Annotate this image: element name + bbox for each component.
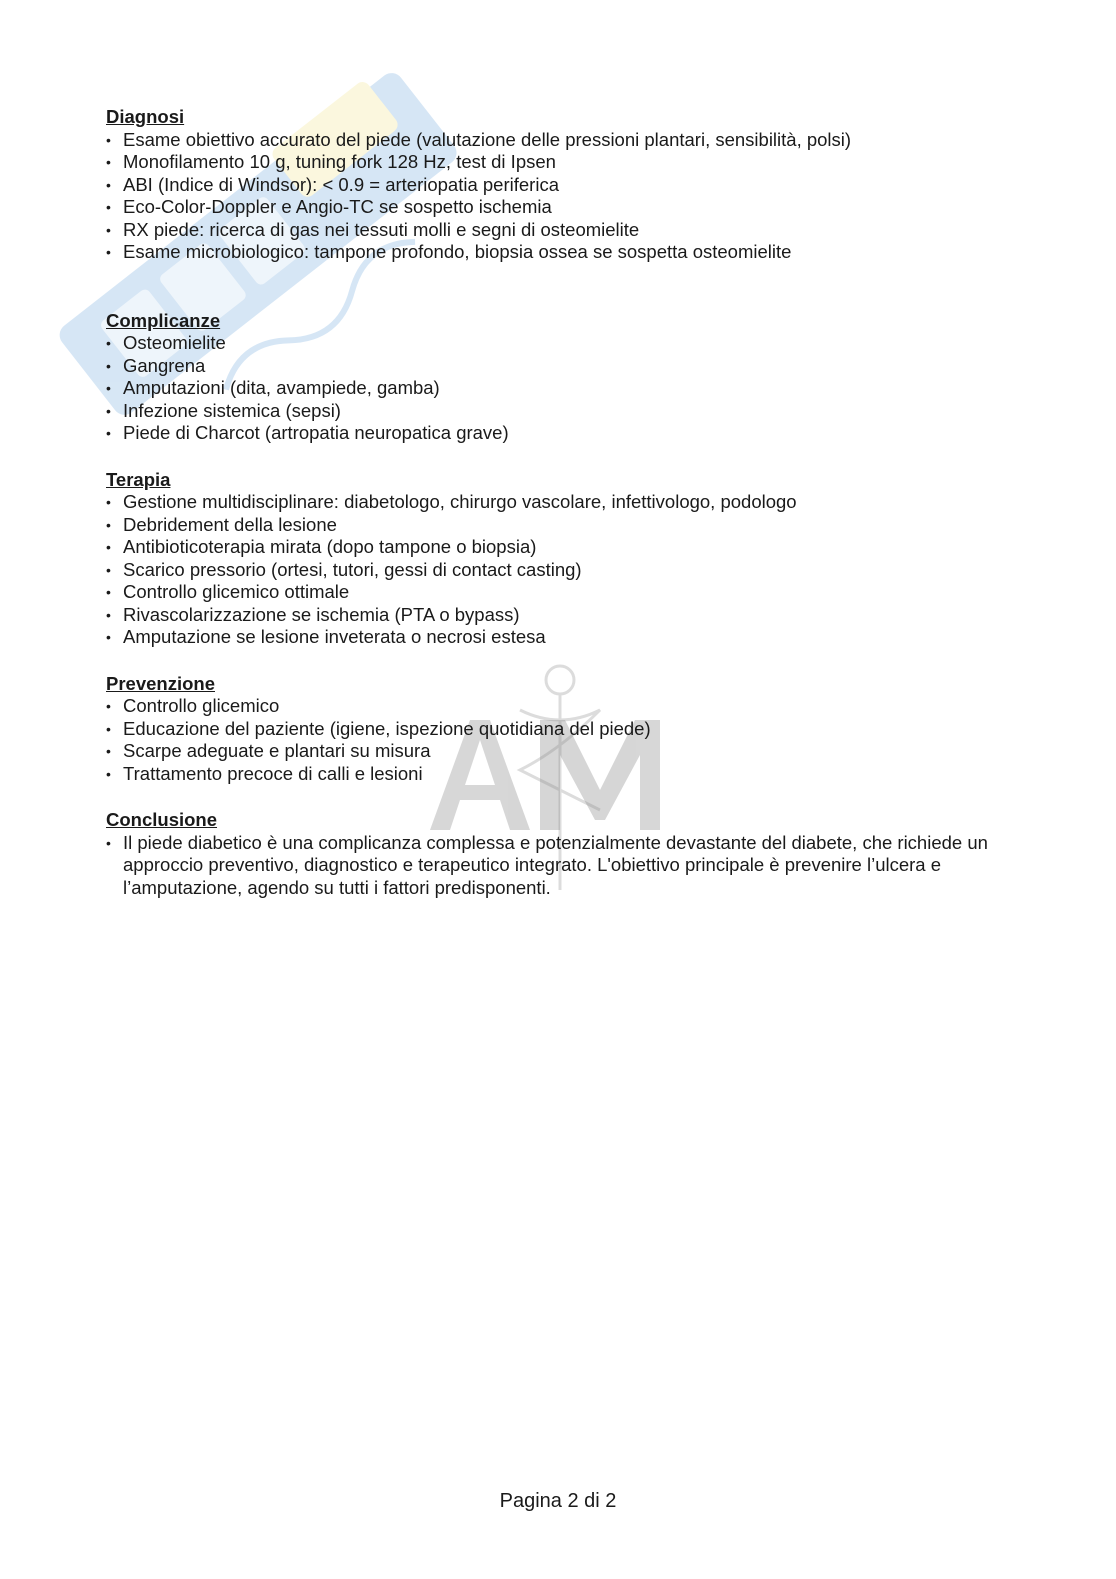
section-conclusione	[106, 809, 1006, 899]
bullet-list	[106, 832, 1006, 900]
section-heading: Terapia	[106, 468, 171, 490]
list-item: • Esame microbiologico: tampone profondo, biopsia ossea se sospetta osteomielite	[106, 241, 1006, 264]
list-item: • ABI (Indice di Windsor): < 0.9 = arteriopatia periferica	[106, 174, 1006, 197]
list-item: • Debridement della lesione	[106, 514, 1006, 537]
list-item: • Monofilamento 10 g, tuning fork 128 Hz, test di Ipsen	[106, 151, 1006, 174]
list-item: • Piede di Charcot (artropatia neuropatica grave)	[106, 422, 1006, 445]
section-spacer	[106, 445, 1006, 469]
bullet-list	[106, 129, 1006, 264]
section-heading: Prevenzione	[106, 672, 215, 694]
list-item: • Gestione multidisciplinare: diabetologo, chirurgo vascolare, infettivologo, podologo	[106, 491, 1006, 514]
bullet-list	[106, 332, 1006, 445]
section-spacer	[106, 264, 1006, 310]
list-item: • Controllo glicemico ottimale	[106, 581, 1006, 604]
list-item: • Antibioticoterapia mirata (dopo tampone o biopsia)	[106, 536, 1006, 559]
section-prevenzione	[106, 673, 1006, 786]
list-item: • Osteomielite	[106, 332, 1006, 355]
list-item: • Trattamento precoce di calli e lesioni	[106, 763, 1006, 786]
section-terapia	[106, 469, 1006, 649]
section-diagnosi	[106, 106, 1006, 264]
list-item: • Scarico pressorio (ortesi, tutori, gessi di contact casting)	[106, 559, 1006, 582]
list-item: • Eco-Color-Doppler e Angio-TC se sospetto ischemia	[106, 196, 1006, 219]
section-spacer	[106, 785, 1006, 809]
section-heading: Conclusione	[106, 809, 218, 830]
section-spacer	[106, 649, 1006, 673]
list-item: • Gangrena	[106, 355, 1006, 378]
section-heading: Diagnosi	[106, 106, 185, 127]
list-item: • Rivascolarizzazione se ischemia (PTA o bypass)	[106, 604, 1006, 627]
list-item: • Amputazione se lesione inveterata o necrosi estesa	[106, 626, 1006, 649]
document-body	[106, 106, 1006, 899]
list-item: • Controllo glicemico	[106, 695, 1006, 718]
section-complicanze	[106, 310, 1006, 445]
list-item: • Educazione del paziente (igiene, ispezione quotidiana del piede)	[106, 718, 1006, 741]
bullet-list	[106, 491, 1006, 649]
page-number: Pagina 2 di 2	[499, 1490, 617, 1512]
bullet-list	[106, 695, 1006, 785]
list-item: • Infezione sistemica (sepsi)	[106, 400, 1006, 423]
list-item: • Esame obiettivo accurato del piede (valutazione delle pressioni plantari, sensibilità, polsi)	[106, 129, 1006, 152]
section-heading: Complicanze	[106, 309, 221, 331]
list-item: • Scarpe adeguate e plantari su misura	[106, 740, 1006, 763]
list-item: • RX piede: ricerca di gas nei tessuti molli e segni di osteomielite	[106, 219, 1006, 242]
list-item: • Il piede diabetico è una complicanza complessa e potenzialmente devastante del diabete, che richiede un approccio preventivo, diagnostico e terapeutico integrato. L'obiettivo principale è prevenire l’ulcera e l’amputazione, agendo su tutti i fattori predisponenti.	[106, 832, 1006, 900]
list-item: • Amputazioni (dita, avampiede, gamba)	[106, 377, 1006, 400]
